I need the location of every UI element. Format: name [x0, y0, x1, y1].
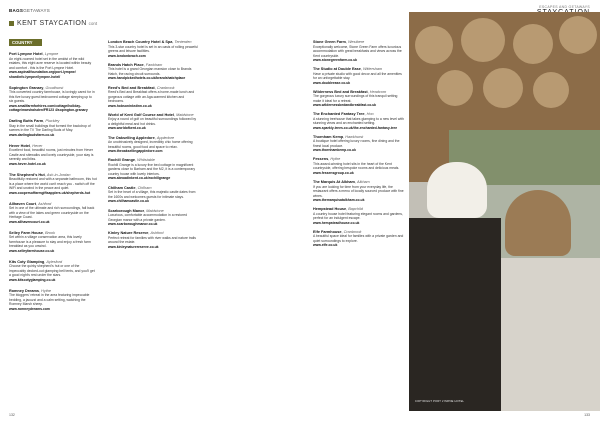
listing-entry: [313, 112, 405, 130]
listing-place: Chilham: [137, 185, 152, 190]
subhead-title: KENT STAYCATION: [17, 20, 87, 27]
listing-url-link[interactable]: www.coopersoffarmgiftsapplers.uk/shepherds-hut: [9, 190, 91, 195]
page-subhead: [9, 20, 97, 27]
listing-entry: [9, 144, 97, 167]
listing-place: Hoo: [366, 112, 374, 117]
listing-place: Lympne: [44, 52, 59, 56]
listing-url-link[interactable]: www.stonegreenfarm.co.uk: [313, 58, 358, 62]
listing-entry: [313, 230, 405, 248]
chandelier-lamp: [427, 162, 487, 218]
listing-title: Wilderness Bed and Breakfast, Headcorn: [313, 89, 387, 94]
page-header: [9, 8, 50, 13]
listing-name: Reed's Bed and Breakfast: [108, 85, 155, 90]
listing-title: London Beach Country Hotel & Spa, Tenterden: [108, 40, 192, 44]
listing-name: The Studio at Double Ease: [313, 67, 361, 72]
listing-entry: [313, 67, 405, 85]
listing-url-link[interactable]: www.fessensgroup.co.uk: [313, 170, 354, 175]
listing-description: Set within a village conservation area, this lovely farmhouse is a pleasure to stay and enjoy a fresh farm breakfast as you unwind.: [9, 235, 91, 248]
listing-title: Darling Butts Farm, Pluckley: [9, 119, 60, 123]
listing-place: Pluckley: [45, 119, 60, 123]
listing-url-link[interactable]: www.handpickedhotels.co.uk/brandshatchplace: [108, 76, 186, 81]
listing-title: Hempstead House, Bapchild: [313, 207, 363, 212]
listing-url-link[interactable]: www.elfe.co.uk: [313, 243, 338, 248]
listing-entry: [108, 40, 198, 58]
listing-place: Alkham: [357, 180, 370, 185]
listing-name: Darling Butts Farm: [9, 119, 44, 123]
listing-entry: [9, 86, 97, 113]
listing-url-link[interactable]: www.wildernessbedandbreakfast.co.uk: [313, 103, 377, 108]
listing-name: Port Lympne Hotel: [9, 52, 43, 56]
listing-name: Hever Hotel: [9, 143, 31, 148]
page-number-right: 133: [584, 413, 590, 417]
listing-url-link[interactable]: www.romneydreams.com: [9, 306, 50, 311]
listing-description: This 3-star country hotel is set in an oasis of rolling peaceful greens and leisure facilities.: [108, 44, 198, 53]
listing-title: The Shepherd's Hut, Ash-in-Jordan: [9, 172, 71, 177]
wall-plate-decoration: [437, 70, 473, 106]
listing-place: Ashford: [38, 201, 52, 206]
listing-place: Maidstone: [176, 112, 194, 117]
listing-title: Romney Dreams, Hythe: [9, 288, 52, 293]
listing-name: The Shepherd's Hut: [9, 172, 45, 177]
listing-description: A country house hotel featuring elegant rooms and gardens, perfect for an indulgent escape.: [313, 211, 403, 221]
listing-name: Chilham Castle: [108, 185, 136, 190]
listing-description: A beautiful space ideal for families with a private garden and quiet surroundings to explore.: [313, 234, 404, 243]
listing-entry: [108, 63, 198, 81]
listing-name: The Enchanted Fantasy Tree: [313, 112, 365, 117]
listing-url-link[interactable]: www.darlingbudsfarm.co.uk: [9, 132, 55, 137]
listing-description: A boutique hotel offering luxury rooms, fine dining and the finest local produce.: [313, 139, 400, 148]
listing-description: Beautifully restored and with a separate bathroom, this hut is a place where the world can't reach you - switch off the WiFi and unwind in the peace and quiet.: [9, 177, 97, 190]
listing-name: Fessens: [313, 157, 329, 162]
listing-title: The Enchanted Fantasy Tree, Hoo: [313, 112, 374, 117]
wall-plate-decoration: [483, 68, 523, 108]
listing-entry: [108, 158, 198, 181]
listing-name: Sopington Granary: [9, 85, 44, 90]
listing-column-2: [108, 40, 198, 254]
listing-title: Selley Farm House, Brook: [9, 230, 56, 235]
listing-name: Selley Farm House: [9, 230, 43, 235]
listing-description: If you are looking for time from your everyday life, the restaurant offers a menu of locally sourced produce with fine wines.: [313, 184, 404, 198]
listing-title: Elfe Farmhouse, Cranbrook: [313, 229, 362, 234]
listing-url-link[interactable]: www.smallfarmforhires.com/cottage/holiday-cottage/marshalsden/FR123 4/sopington-granary: [9, 103, 88, 112]
listing-entry: [108, 231, 198, 249]
listing-place: Wittersham: [363, 67, 383, 72]
listing-name: The Marquis At Alkham: [313, 180, 355, 185]
listing-title: The Oakselling Appledore, Appledore: [108, 135, 175, 140]
listing-description: Exceptionally welcome, Stone Green Farm offers luxurious accommodation with great breakfasts and views across the Kent countryside.: [313, 44, 402, 58]
listing-url-link[interactable]: www.chilhamcastle.co.uk: [108, 199, 149, 204]
listing-place: Brook: [45, 230, 56, 235]
listing-description: Luxurious, comfortable accommodation in a restored Georgian manor with a private garden.: [108, 213, 187, 222]
listing-place: Fawkham: [145, 62, 163, 67]
listing-title: Port Lympne Hotel, Lympne: [9, 52, 59, 56]
listing-place: Tenterden: [174, 40, 192, 44]
listing-url-link[interactable]: www.sparkly-trees.co.uk/the-enchanted-fantasy-tree: [313, 125, 398, 130]
listing-name: Scarborough Manor: [108, 208, 145, 213]
listing-name: Romney Dreams: [9, 288, 39, 293]
listing-place: Hawkhurst: [345, 134, 364, 139]
listing-place: Cranbrook: [343, 229, 362, 234]
listing-title: Scarborough Manor, Maidstone: [108, 208, 164, 213]
listing-place: Westbere: [348, 40, 365, 44]
listing-description: Choose the quirky shepherd's hut or one of the impeccably decked-out glamping bell tents, and you'll get a good night's rest under the stars.: [9, 264, 95, 277]
listing-place: Cranbrook: [156, 85, 175, 90]
listing-url-link[interactable]: www.hobsoninkstinn.co.uk: [108, 103, 152, 108]
listing-entry: [108, 113, 198, 131]
listing-entry: [9, 289, 97, 312]
listing-entry: [313, 207, 405, 225]
lion-figure: [505, 190, 571, 256]
listing-title: Reed's Bed and Breakfast, Cranbrook: [108, 85, 175, 90]
listing-entry: [9, 52, 97, 79]
listing-column-3: [313, 40, 405, 252]
listing-title: Allhaven Court, Ashford: [9, 201, 52, 206]
listing-name: World of Kent Golf Course and Hotel: [108, 112, 174, 117]
listing-entry: [108, 86, 198, 109]
listing-name: Kinley Nature Reserve: [108, 231, 149, 236]
listing-entry: [108, 186, 198, 204]
listing-name: Allhaven Court: [9, 201, 37, 206]
subhead-cont: cont: [88, 21, 98, 26]
right-header-small: ESCAPES AND GETAWAYS: [539, 5, 590, 9]
listing-entry: [313, 135, 405, 153]
listing-name: The Oakselling Appledore: [108, 135, 155, 140]
listing-name: Wilderness Bed and Breakfast: [313, 89, 368, 94]
listing-title: The Studio at Double Ease, Wittersham: [313, 67, 383, 72]
listing-place: Ashford: [150, 231, 164, 236]
accent-square-icon: [9, 21, 14, 26]
listing-url-link[interactable]: www.worldofkent.co.uk: [108, 126, 146, 131]
listing-title: Chilham Castle, Chilham: [108, 185, 152, 190]
listing-url-link[interactable]: www.abroadinkent.co.uk/rochillgrange: [108, 176, 171, 181]
listing-description: Perfect retreat for families with river walks and nature trails around the estate.: [108, 235, 196, 245]
listing-name: Elfe Farmhouse: [313, 229, 342, 234]
listing-place: Hythe: [41, 288, 52, 293]
listing-name: London Beach Country Hotel & Spa: [108, 40, 173, 44]
listing-title: World of Kent Golf Course and Hotel, Maidstone: [108, 112, 194, 117]
listing-title: Sopington Granary, Goudhurst: [9, 85, 64, 90]
listing-entry: [9, 119, 97, 137]
listing-place: Hythe: [330, 157, 341, 162]
listing-entry: [108, 136, 198, 154]
country-section-tag: COUNTRY: [9, 39, 42, 46]
listing-url-link[interactable]: www.allhavencourt.co.uk: [9, 219, 50, 224]
listing-description: Set in the heart of a village, this majestic castle dates from the 1600s and welcomes guests for intimate stays.: [108, 190, 196, 199]
listing-entry: [9, 260, 97, 283]
listing-title: Rochill Grange, Whitstable: [108, 158, 155, 163]
listing-entry: [9, 173, 97, 196]
listing-url-link[interactable]: www.doubleease.co.uk: [313, 80, 351, 85]
listing-description: Set in one of the ultimate and rich surroundings, fall back with a view of the lakes and green countryside on the Heritage Coast.: [9, 206, 95, 219]
listing-url-link[interactable]: www.selleyfarmhouse.co.uk: [9, 248, 55, 253]
listing-url-link[interactable]: www.theoaksellingappledore.com: [108, 149, 163, 154]
listing-url-link[interactable]: www.scarboroughmanor.co.uk: [108, 222, 158, 227]
photo-caption: COPYRIGHT PORT LYMPNE HOTEL: [415, 400, 465, 403]
listing-title: Hever Hotel, Hever: [9, 143, 43, 148]
listing-description: The bloggers' retreat in the area featuring impeccable bedding, a jacuzzi and a calm setting, watching the Romney Marsh sheep.: [9, 293, 90, 306]
photo-table: [409, 218, 501, 411]
wall-plate-decoration: [461, 18, 505, 62]
hotel-interior-photo: [409, 12, 600, 411]
listing-title: Stone Green Farm, Westbere: [313, 40, 365, 44]
listing-title: Kits Coty Glamping, Aylesford: [9, 259, 63, 264]
listing-title: Thornham Kemp, Hawkhurst: [313, 134, 364, 139]
listing-entry: [108, 209, 198, 227]
listing-entry: [313, 157, 405, 175]
listing-url-link[interactable]: www.londonbeach.com: [108, 53, 146, 58]
wall-plate-decoration: [415, 26, 453, 64]
listing-place: Hever: [32, 143, 43, 148]
listing-name: Brands Hatch Place: [108, 62, 144, 67]
listing-description: An unobtrusively designed, incredibly chic home offering beautiful rooms, good food and space to relax.: [108, 140, 193, 149]
listing-place: Headcorn: [369, 89, 387, 94]
listing-entry: [313, 40, 405, 63]
listing-description: Excellent food, beautiful rooms, just minutes from Hever Castle and sitewalks and lovely countryside, your stay is serenity and bliss.: [9, 148, 94, 161]
wall-plate-decoration: [533, 72, 569, 108]
listing-description: A stunning treehouse that takes glamping to a new level with stunning views and an enchanted setting.: [313, 116, 404, 126]
listing-entry: [9, 231, 97, 254]
listing-url-link[interactable]: www.themarquisatalkham.co.uk: [313, 198, 365, 203]
listing-place: Ash-in-Jordan: [46, 172, 71, 177]
listing-title: The Marquis At Alkham, Alkham: [313, 180, 370, 185]
listing-url-link[interactable]: www.thornhamkemp.co.uk: [313, 148, 357, 153]
listing-url-link[interactable]: www.aspinallfoundation.org/port-lympne/ shardinfo.lympne/lympne-hotel/: [9, 70, 76, 79]
listing-description: Stay in the small buildings that formed the backdrop of scenes in the TV The Darling Buds of May.: [9, 123, 91, 132]
listing-url-link[interactable]: www.hever-hotel.co.uk: [9, 161, 46, 166]
listing-column-1: [9, 52, 97, 318]
page-number-left: 132: [9, 413, 15, 417]
listing-url-link[interactable]: www.kinleynaturereserve.co.uk: [108, 244, 159, 249]
listing-place: Whitstable: [137, 158, 155, 163]
listing-place: Appledore: [156, 135, 175, 140]
listing-description: The gorgeous luxury surroundings of this tranquil setting make it ideal for a retreat.: [313, 94, 398, 103]
listing-place: Goudhurst: [45, 85, 64, 90]
listing-url-link[interactable]: www.kitscotyglamping.co.uk: [9, 277, 56, 282]
listing-place: Aylesford: [46, 259, 63, 264]
listing-entry: [9, 202, 97, 225]
section-label: GETAWAYS: [23, 8, 51, 13]
listing-name: Stone Green Farm: [313, 40, 346, 44]
listing-name: Rochill Grange: [108, 158, 136, 163]
listing-title: Kinley Nature Reserve, Ashford: [108, 231, 164, 236]
listing-description: Enjoy a round of golf on beautiful surroundings followed by a delightful meal and hot drinks.: [108, 117, 197, 126]
listing-place: Maidstone: [146, 208, 164, 213]
listing-description: An eight-roomed hotel set in the amidst of the wild estates, this eight acre reserve is located within beauty and comfort - this is the Port Lympne Hotel.: [9, 56, 92, 70]
listing-place: Bapchild: [348, 207, 363, 212]
listing-title: Brands Hatch Place, Fawkham: [108, 62, 163, 67]
listing-name: Thornham Kemp: [313, 134, 344, 139]
listing-entry: [313, 90, 405, 108]
listing-name: Hempstead House: [313, 207, 347, 212]
wall-plate-decoration: [513, 24, 553, 64]
listing-description: This hotel is a grand Georgian mansion close to Brands Hatch, the racing circuit surrounds.: [108, 67, 192, 76]
listing-description: This converted country farmhouse, is lovingly cared for in this five luxury guest bedroomed cottage sleeping up to six guests.: [9, 90, 95, 103]
listing-title: Fessens, Hythe: [313, 157, 341, 162]
listing-entry: [313, 180, 405, 203]
listing-name: Kits Coty Glamping: [9, 259, 45, 264]
wall-plate-decoration: [559, 16, 597, 54]
listing-description: This award-winning hotel sits in the heart of the Kent countryside, offering bespoke rooms and delicious meals.: [313, 161, 400, 171]
listing-description: Rochill Grange is a luxury five bed cottage in magnificent gardens close to Barham and the M2, it is a contemporary country house with lovely interiors.: [108, 162, 196, 176]
listing-url-link[interactable]: www.hempsteadhouse.co.uk: [313, 220, 360, 225]
listing-description: Reed's Bed and Breakfast offers a home-made lunch and gorgeous cottage with an Aga-warmed kitchen and bedrooms.: [108, 90, 195, 104]
listing-description: Have a private studio with good decor and all the amenities for an unforgettable stay.: [313, 71, 402, 81]
brand-label: BAGS: [9, 8, 24, 13]
